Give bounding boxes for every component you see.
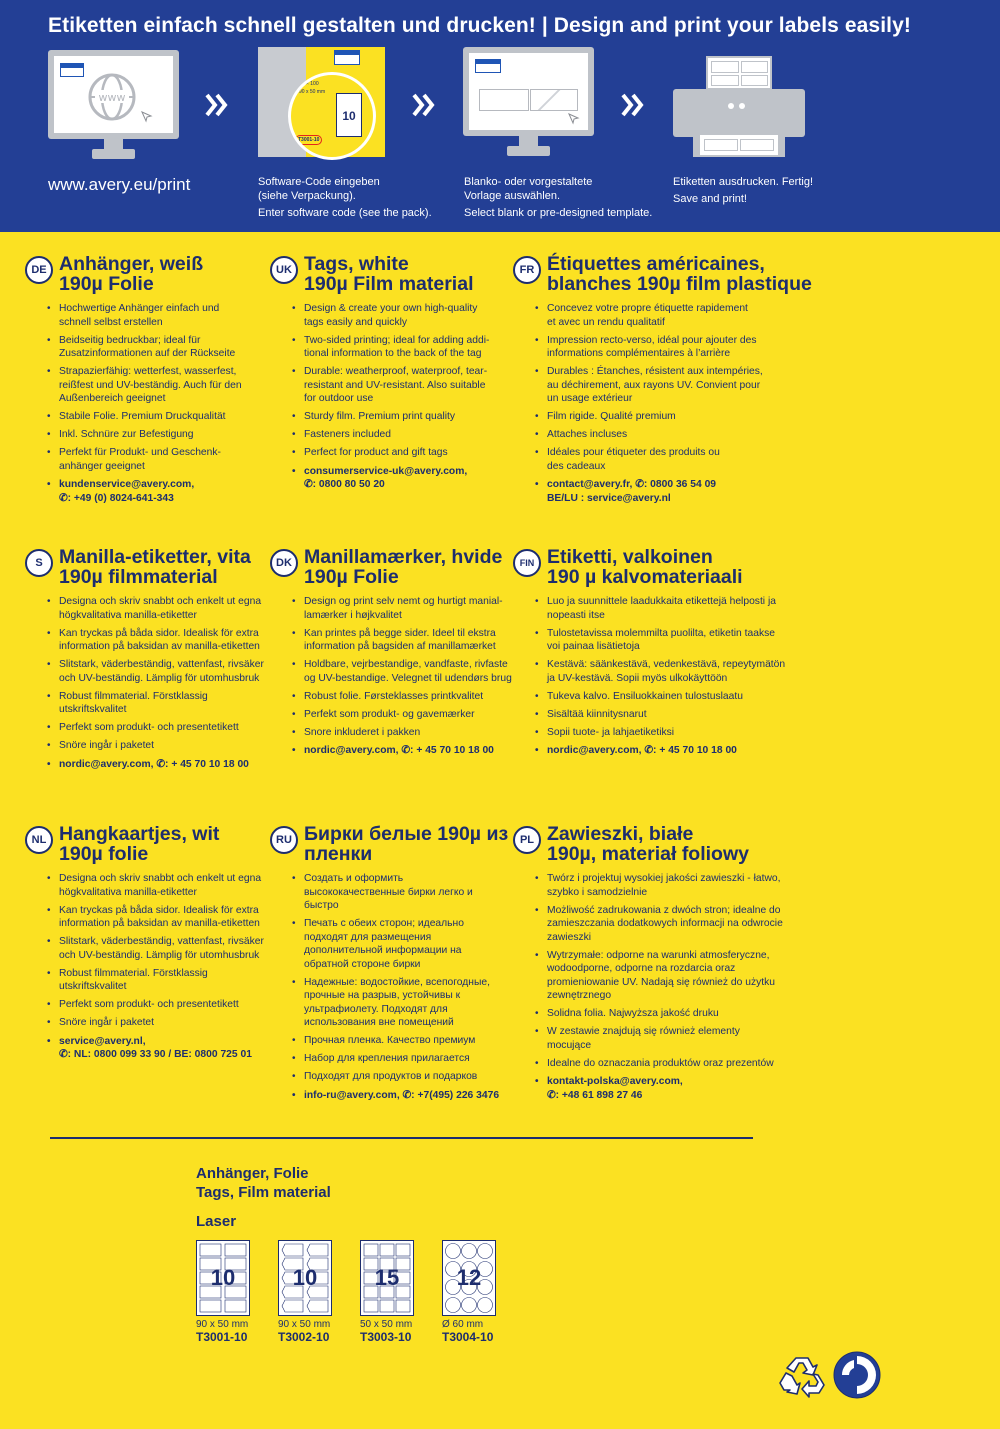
sheet-preview-square-tags-icon: 15 xyxy=(360,1240,414,1316)
contact-info[interactable]: • nordic@avery.com, ✆: + 45 70 10 18 00 xyxy=(47,758,287,772)
step-3-caption: Blanko- oder vorgestaltete Vorlage auswählen. Select blank or pre-designed template. xyxy=(464,176,653,219)
chevron-right-icon xyxy=(410,90,440,120)
list-item: • Stabile Folie. Premium Druckqualität xyxy=(47,410,287,424)
list-item: • Подходят для продуктов и подарков xyxy=(292,1070,532,1084)
feature-list xyxy=(47,302,287,510)
language-code-badge: NL xyxy=(25,826,53,854)
list-item: • Designa och skriv snabbt och enkelt ut egna högkvalitativa manilla-etiketter xyxy=(47,872,287,899)
list-item: • Strapazierfähig: wetterfest, wasserfest, reißfest und UV-beständig. Auch für den Außenbereich geeignet xyxy=(47,365,287,406)
list-item: • Tukeva kalvo. Ensiluokkainen tulostuslaatu xyxy=(535,690,775,704)
feature-list xyxy=(47,872,287,1066)
avery-logo-icon xyxy=(60,63,84,77)
list-item: • Perfekt som produkt- och presentetikett xyxy=(47,998,287,1012)
list-item: • Beidseitig bedruckbar; ideal für Zusatzinformationen auf der Rückseite xyxy=(47,334,287,361)
feature-list xyxy=(535,595,786,762)
language-title: Бирки белые 190µ из пленки xyxy=(304,823,509,865)
language-code-badge: RU xyxy=(270,826,298,854)
list-item: • Designa och skriv snabbt och enkelt ut egna högkvalitativa manilla-etiketter xyxy=(47,595,287,622)
recycle-icon xyxy=(778,1352,826,1400)
list-item: • Inkl. Schnüre zur Befestigung xyxy=(47,428,287,442)
list-item: • Tulostetavissa molemmilta puolilta, etiketin taakse voi painaa lisätietoja xyxy=(535,627,775,654)
list-item: • Design og print selv nemt og hurtigt manial- lamærker i højkvalitet xyxy=(292,595,532,622)
language-title: Anhänger, weiß 190µ Folie xyxy=(59,253,204,295)
chevron-right-icon xyxy=(619,90,649,120)
list-item: • Robust filmmaterial. Förstklassig utskriftskvalitet xyxy=(47,690,287,717)
cursor-icon xyxy=(141,111,153,123)
feature-list xyxy=(535,302,775,510)
list-item: • Fasteners included xyxy=(292,428,532,442)
list-item: • Design & create your own high-quality tags easily and quickly xyxy=(292,302,532,329)
feature-list xyxy=(535,872,783,1107)
list-item: • Набор для крепления прилагается xyxy=(292,1052,532,1066)
list-item: • Печать с обеих сторон; идеально подходят для размещения дополнительной информации на обратной стороне бирки xyxy=(292,917,532,971)
green-dot-icon xyxy=(832,1350,882,1400)
magnifier-icon: 10 × 100 90 x 50 mm 10 T3001-10 xyxy=(288,72,376,160)
contact-info[interactable]: • nordic@avery.com, ✆: + 45 70 10 18 00 xyxy=(292,744,532,758)
list-item: • Sisältää kiinnitysnarut xyxy=(535,708,775,722)
avery-pack-logo-icon xyxy=(334,50,360,65)
print-type-label: Laser xyxy=(196,1213,237,1230)
list-item: • Прочная пленка. Качество премиум xyxy=(292,1034,532,1048)
list-item: • Perfekt für Produkt- und Geschenk- anhänger geeignet xyxy=(47,446,287,473)
list-item: • Durables : Étanches, résistent aux intempéries, au déchirement, aux rayons UV. Convient pour un usage extérieur xyxy=(535,365,775,406)
list-item: • Perfekt som produkt- och presentetikett xyxy=(47,721,287,735)
list-item: • Idéales pour étiqueter des produits ou des cadeaux xyxy=(535,446,775,473)
language-code-badge: S xyxy=(25,549,53,577)
language-code-badge: UK xyxy=(270,256,298,284)
language-title: Zawieszki, białe 190µ, materiał foliowy xyxy=(547,823,749,865)
language-title: Tags, white 190µ Film material xyxy=(304,253,474,295)
list-item: • Snöre ingår i paketet xyxy=(47,1016,287,1030)
list-item: • Hochwertige Anhänger einfach und schnell selbst erstellen xyxy=(47,302,287,329)
sheet-preview-round-tags-icon: 12 xyxy=(442,1240,496,1316)
list-item: • Robust folie. Førsteklasses printkvalitet xyxy=(292,690,532,704)
avery-logo-icon xyxy=(475,59,501,73)
list-item: • Kan tryckas på båda sidor. Idealisk för extra information på baksidan av manilla-etiketten xyxy=(47,627,287,654)
step-2-caption: Software-Code eingeben (siehe Verpackung). Enter software code (see the pack). xyxy=(258,176,432,219)
step-website xyxy=(48,50,180,165)
list-item: • Perfect for product and gift tags xyxy=(292,446,532,460)
step-template xyxy=(463,47,595,162)
list-item: • Możliwość zadrukowania z dwóch stron; idealne do zamieszczania dodatkowych informacji na odwrocie zawieszki xyxy=(535,904,775,945)
product-item: 10 90 x 50 mm T3001-10 xyxy=(196,1240,252,1344)
list-item: • Solidna folia. Najwyższa jakość druku xyxy=(535,1007,775,1021)
list-item: • Slitstark, väderbeständig, vattenfast, rivsäker och UV-beständig. Lämplig för utomhusbruk xyxy=(47,935,287,962)
list-item: • Snore inkluderet i pakken xyxy=(292,726,532,740)
header-band xyxy=(0,0,1000,232)
printer-icon xyxy=(673,56,805,161)
list-item: • Snöre ingår i paketet xyxy=(47,739,287,753)
cursor-icon xyxy=(568,113,580,125)
contact-info[interactable]: • service@avery.nl, ✆: NL: 0800 099 33 90 / BE: 0800 725 01 xyxy=(47,1035,287,1062)
list-item: • Sturdy film. Premium print quality xyxy=(292,410,532,424)
language-code-badge: FIN xyxy=(513,549,541,577)
header-title: Etiketten einfach schnell gestalten und drucken! | Design and print your labels easily! xyxy=(48,14,911,37)
website-url[interactable]: www.avery.eu/print xyxy=(48,175,191,194)
product-heading-de: Anhänger, Folie xyxy=(196,1165,309,1182)
language-title: Étiquettes américaines, blanches 190µ film plastique xyxy=(547,253,812,295)
list-item: • Impression recto-verso, idéal pour ajouter des informations complémentaires à l’arrière xyxy=(535,334,775,361)
divider xyxy=(50,1137,753,1139)
list-item: • Kan tryckas på båda sidor. Idealisk för extra information på baksidan av manilla-etiketten xyxy=(47,904,287,931)
list-item: • Durable: weatherproof, waterproof, tear- resistant and UV-resistant. Also suitable for outdoor use xyxy=(292,365,532,406)
feature-list xyxy=(47,595,287,776)
sheet-preview-tags-icon: 10 xyxy=(278,1240,332,1316)
globe-icon xyxy=(86,71,138,123)
feature-list xyxy=(292,595,532,762)
language-code-badge: DE xyxy=(25,256,53,284)
list-item: • Attaches incluses xyxy=(535,428,775,442)
language-title: Manilla-etiketter, vita 190µ filmmaterial xyxy=(59,546,251,588)
template-design-icon xyxy=(530,89,578,111)
list-item: • Надежные: водостойкие, всепогодные, прочные на разрыв, устойчивы к ультрафиолету. Подходят для использования вне помещений xyxy=(292,976,532,1030)
list-item: • Wytrzymałe: odporne na warunki atmosferyczne, wodoodporne, odporne na rozdarcia oraz promieniowanie UV. Nadają się również do użytku zewnętrznego xyxy=(535,949,775,1003)
contact-info[interactable]: • contact@avery.fr, ✆: 0800 36 54 09 BE/LU : service@avery.nl xyxy=(535,478,775,505)
sheet-preview-tags-icon: 10 xyxy=(196,1240,250,1316)
product-item: 12 Ø 60 mm T3004-10 xyxy=(442,1240,498,1344)
list-item: • Robust filmmaterial. Förstklassig utskriftskvalitet xyxy=(47,967,287,994)
product-item: 10 90 x 50 mm T3002-10 xyxy=(278,1240,334,1344)
contact-info[interactable]: • info-ru@avery.com, ✆: +7(495) 226 3476 xyxy=(292,1089,532,1103)
list-item: • Two-sided printing; ideal for adding addi- tional information to the back of the tag xyxy=(292,334,532,361)
list-item: • Concevez votre propre étiquette rapidement et avec un rendu qualitatif xyxy=(535,302,775,329)
template-blank-icon xyxy=(479,89,529,111)
contact-info[interactable]: • kontakt-polska@avery.com, ✆: +48 61 898 27 46 xyxy=(535,1075,775,1102)
language-title: Manillamærker, hvide 190µ Folie xyxy=(304,546,503,588)
product-heading-en: Tags, Film material xyxy=(196,1184,331,1201)
contact-info[interactable]: • kundenservice@avery.com, ✆: +49 (0) 8024-641-343 xyxy=(47,478,287,505)
list-item: • Создать и оформить высококачественные бирки легко и быстро xyxy=(292,872,532,913)
list-item: • Kestävä: säänkestävä, vedenkestävä, repeytymätön ja UV-kestävä. Sopii myös ulkokäyttöön xyxy=(535,658,775,685)
product-item: 15 50 x 50 mm T3003-10 xyxy=(360,1240,416,1344)
contact-info[interactable]: • nordic@avery.com, ✆: + 45 70 10 18 00 xyxy=(535,744,775,758)
list-item: • Perfekt som produkt- og gavemærker xyxy=(292,708,532,722)
list-item: • Film rigide. Qualité premium xyxy=(535,410,775,424)
svg-text:www: www xyxy=(98,91,126,104)
chevron-right-icon xyxy=(203,90,233,120)
list-item: • Slitstark, väderbeständig, vattenfast, rivsäker och UV-beständig. Lämplig för utomhusbruk xyxy=(47,658,287,685)
list-item: • Twórz i projektuj wysokiej jakości zawieszki - łatwo, szybko i samodzielnie xyxy=(535,872,775,899)
list-item: • Luo ja suunnittele laadukkaita etikettejä helposti ja nopeasti itse xyxy=(535,595,775,622)
language-title: Hangkaartjes, wit 190µ folie xyxy=(59,823,220,865)
step-4-caption: Etiketten ausdrucken. Fertig! Save and print! xyxy=(673,176,814,205)
feature-list xyxy=(292,302,532,496)
list-item: • Sopii tuote- ja lahjaetiketiksi xyxy=(535,726,775,740)
step-software-code xyxy=(258,47,388,167)
list-item: • Kan printes på begge sider. Ideel til ekstra information på bagsiden af manillamærket xyxy=(292,627,532,654)
list-item: • Holdbare, vejrbestandige, vandfaste, rivfaste og UV-bestandige. Velegnet til udendørs brug xyxy=(292,658,532,685)
list-item: • W zestawie znajdują się również elementy mocujące xyxy=(535,1025,775,1052)
language-title: Etiketti, valkoinen 190 µ kalvomateriaali xyxy=(547,546,743,588)
feature-list xyxy=(292,872,532,1107)
contact-info[interactable]: • consumerservice-uk@avery.com, ✆: 0800 80 50 20 xyxy=(292,465,532,492)
language-code-badge: DK xyxy=(270,549,298,577)
language-code-badge: PL xyxy=(513,826,541,854)
language-code-badge: FR xyxy=(513,256,541,284)
list-item: • Idealne do oznaczania produktów oraz prezentów xyxy=(535,1057,775,1071)
